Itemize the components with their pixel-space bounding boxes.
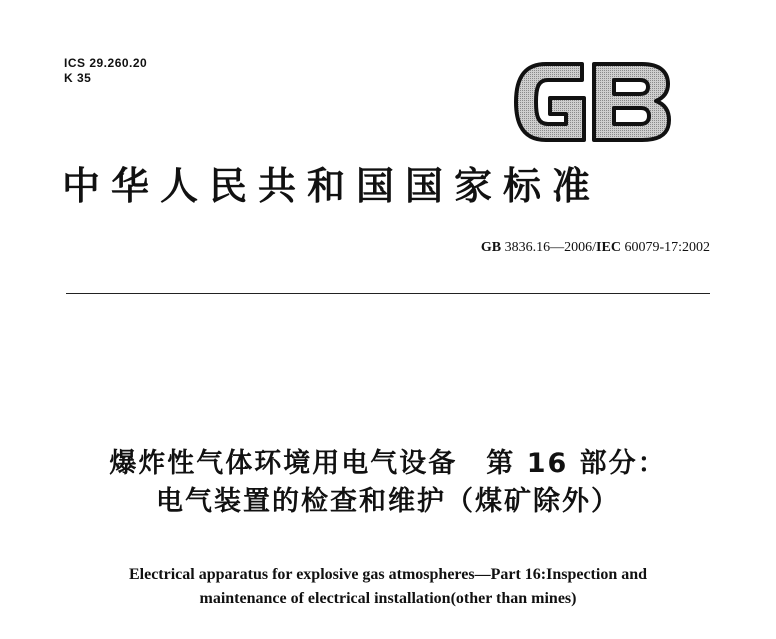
chinese-title-line-2: 电气装置的检查和维护（煤矿除外） (156, 486, 620, 517)
ics-code: ICS 29.260.20 (64, 56, 148, 70)
ccs-code: K 35 (64, 71, 92, 85)
english-title (0, 563, 776, 611)
gb-logo-icon (512, 58, 672, 146)
english-title-line-2: maintenance of electrical installation(other than mines) (199, 590, 577, 607)
standard-title: 中华人民共和国国家标准 (62, 163, 602, 208)
iec-number: 60079-17:2002 (624, 240, 710, 255)
classification-codes (64, 56, 147, 86)
gb-number: 3836.16—2006/ (504, 240, 597, 255)
header-divider (66, 293, 710, 294)
english-title-line-1: Electrical apparatus for explosive gas atmospheres—Part 16:Inspection and (128, 566, 648, 583)
gb-prefix: GB (480, 240, 502, 255)
standard-number (481, 240, 710, 256)
chinese-title (0, 445, 776, 521)
chinese-title-line-1: 爆炸性气体环境用电气设备 第 16 部分： (109, 448, 667, 479)
iec-prefix: IEC (596, 240, 621, 255)
